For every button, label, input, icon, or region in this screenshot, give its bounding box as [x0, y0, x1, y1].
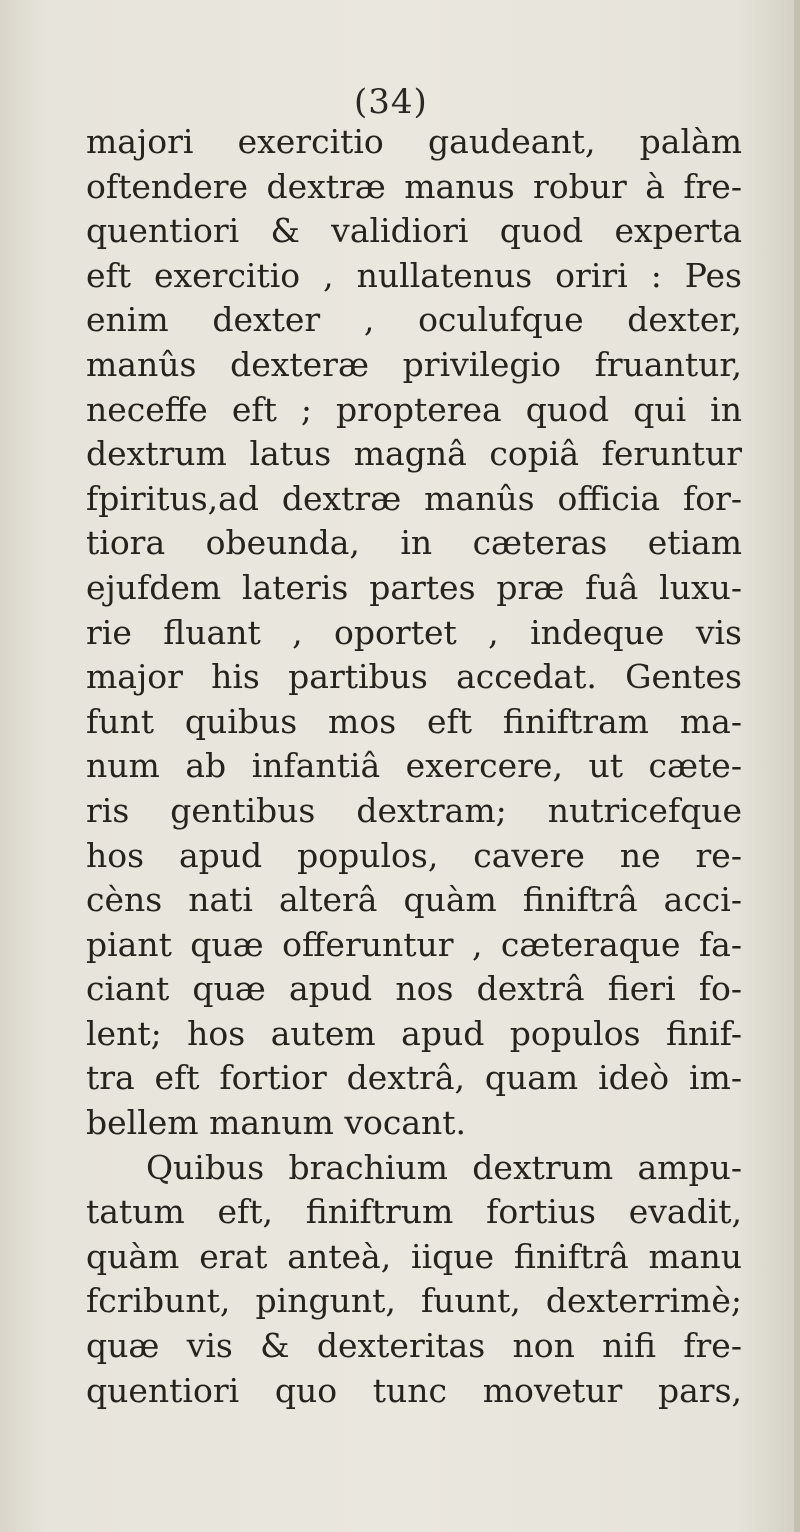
text-line: eft exercitio , nullatenus oriri : Pes — [86, 255, 742, 295]
text-line: neceffe eft ; propterea quod qui in — [86, 389, 742, 429]
paragraph-end-line: bellem manum vocant. — [86, 1103, 466, 1143]
body-text — [86, 120, 742, 1413]
text-line: rie fluant , oportet , indeque vis — [86, 612, 742, 652]
text-line: fpiritus,ad dextræ manûs officia for- — [86, 478, 742, 518]
text-line: quæ vis & dexteritas non nifi fre- — [86, 1326, 742, 1366]
text-line: tiora obeunda, in cæteras etiam — [86, 523, 742, 563]
paragraph-start-line: Quibus brachium dextrum ampu- — [146, 1147, 742, 1187]
text-line: oftendere dextræ manus robur à fre- — [86, 166, 742, 206]
text-line: ejufdem lateris partes præ fuâ luxu- — [86, 567, 742, 607]
text-line: tatum eft, finiftrum fortius evadit, — [86, 1192, 742, 1232]
text-line: ris gentibus dextram; nutricefque — [86, 790, 742, 830]
text-line: major his partibus accedat. Gentes — [86, 657, 742, 697]
text-line: lent; hos autem apud populos finif- — [86, 1013, 742, 1053]
text-line: majori exercitio gaudeant, palàm — [86, 122, 742, 161]
text-line: piant quæ offeruntur , cæteraque fa- — [86, 924, 742, 964]
text-line: hos apud populos, cavere ne re- — [86, 835, 742, 875]
text-line: ciant quæ apud nos dextrâ fieri fo- — [86, 969, 742, 1009]
text-line: cèns nati alterâ quàm finiftrâ acci- — [86, 880, 742, 920]
text-line: quentiori & validiori quod experta — [86, 211, 742, 251]
text-line: tra eft fortior dextrâ, quam ideò im- — [86, 1058, 742, 1098]
page-number: (34) — [354, 82, 428, 122]
text-line: funt quibus mos eft finiftram ma- — [86, 701, 742, 741]
text-line: num ab infantiâ exercere, ut cæte- — [86, 746, 742, 786]
text-line: manûs dexteræ privilegio fruantur, — [86, 344, 742, 384]
text-line: enim dexter , oculufque dexter, — [86, 300, 742, 340]
text-line: fcribunt, pingunt, fuunt, dexterrimè; — [86, 1281, 742, 1321]
text-line: quentiori quo tunc movetur pars, — [86, 1370, 742, 1410]
text-line: dextrum latus magnâ copiâ feruntur — [86, 434, 742, 474]
page-edge — [794, 0, 800, 1532]
text-line: quàm erat anteà, iique finiftrâ manu — [86, 1236, 742, 1276]
